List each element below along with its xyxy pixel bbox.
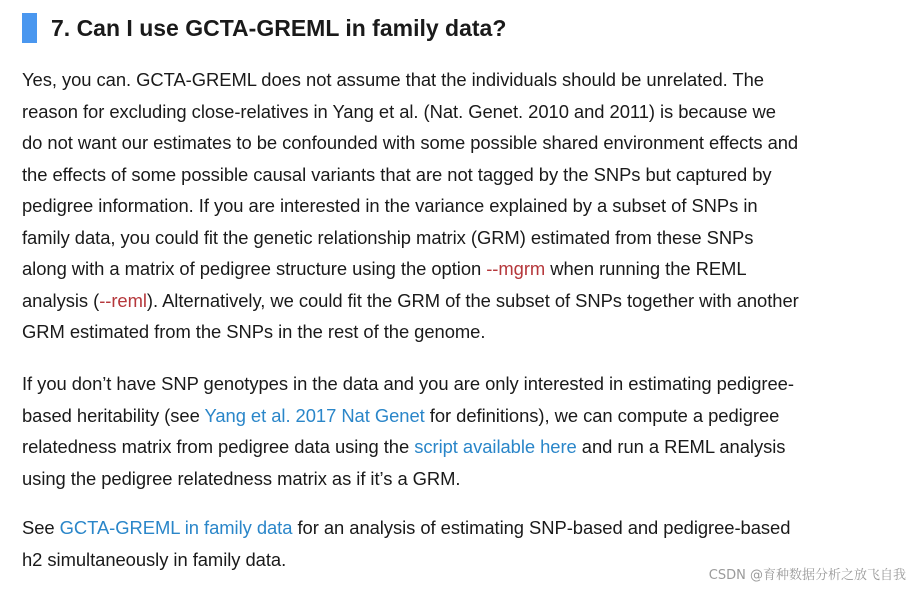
paragraph-line: using the pedigree relatedness matrix as if it’s a GRM. bbox=[22, 467, 461, 489]
text-segment: ). Alternatively, we could fit the GRM of the subset of SNPs together with another bbox=[146, 289, 799, 311]
paragraph-line bbox=[22, 253, 918, 285]
paragraph-line: reason for excluding close-relatives in Yang et al. (Nat. Genet. 2010 and 2011) is because we bbox=[22, 100, 776, 122]
paragraph-line: do not want our estimates to be confounded with some possible shared environment effects and bbox=[22, 132, 799, 153]
gcta-greml-family-link[interactable]: GCTA-GREML in family data bbox=[59, 517, 293, 538]
paragraph-line: GRM estimated from the SNPs in the rest of the genome. bbox=[22, 321, 486, 342]
script-available-link[interactable]: script available here bbox=[414, 436, 577, 457]
mgrm-option-code: --mgrm bbox=[486, 258, 546, 279]
paragraph-line: family data, you could fit the genetic relationship matrix (GRM) estimated from these SNPs bbox=[22, 226, 754, 248]
text-segment: for definitions), we can compute a pedigree bbox=[424, 404, 780, 426]
text-segment: based heritability (see bbox=[22, 404, 205, 426]
text-segment: analysis ( bbox=[22, 289, 100, 311]
heading-accent-bar bbox=[22, 13, 37, 43]
reml-option-code: --reml bbox=[99, 289, 147, 311]
paragraph-2 bbox=[22, 368, 918, 494]
paragraph-1 bbox=[22, 64, 918, 348]
paragraph-line bbox=[22, 400, 918, 432]
paragraph-line: pedigree information. If you are interested in the variance explained by a subset of SNPs in bbox=[22, 195, 758, 216]
csdn-watermark: CSDN @育种数据分析之放飞自我 bbox=[708, 568, 906, 583]
paragraph-line: the effects of some possible causal variants that are not tagged by the SNPs but captured by bbox=[22, 163, 772, 185]
text-segment: and run a REML analysis bbox=[576, 436, 786, 457]
text-segment: See bbox=[22, 517, 60, 538]
paragraph-line bbox=[22, 512, 918, 544]
paragraph-line bbox=[22, 285, 918, 317]
paragraph-line bbox=[22, 431, 918, 463]
section-heading bbox=[22, 12, 506, 44]
paragraph-line: Yes, you can. GCTA-GREML does not assume that the individuals should be unrelated. The bbox=[22, 69, 764, 90]
text-segment: when running the REML bbox=[545, 258, 747, 279]
heading-title: 7. Can I use GCTA-GREML in family data? bbox=[51, 14, 507, 41]
text-segment: for an analysis of estimating SNP-based and pedigree-based bbox=[292, 517, 791, 538]
text-segment: relatedness matrix from pedigree data using the bbox=[22, 436, 415, 457]
paragraph-line: If you don’t have SNP genotypes in the data and you are only interested in estimating pedigree- bbox=[22, 373, 794, 394]
yang-2017-link[interactable]: Yang et al. 2017 Nat Genet bbox=[204, 404, 425, 426]
paragraph-line: h2 simultaneously in family data. bbox=[22, 548, 287, 570]
text-segment: along with a matrix of pedigree structure using the option bbox=[22, 258, 487, 279]
